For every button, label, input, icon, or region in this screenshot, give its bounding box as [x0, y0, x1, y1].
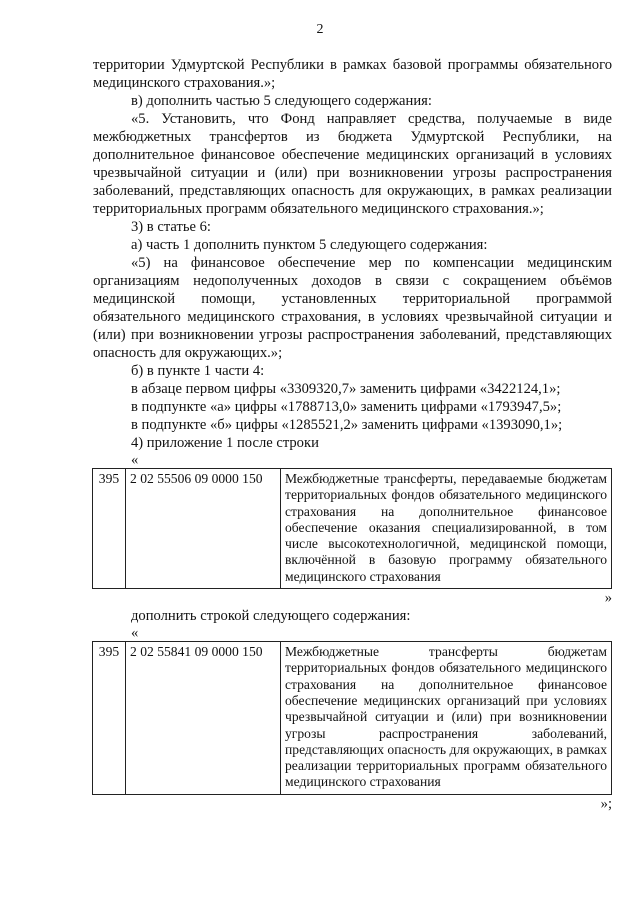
- paragraph-add-row: дополнить строкой следующего содержания:: [131, 608, 411, 625]
- paragraph-point-5: «5) на финансовое обеспечение мер по компенсации медицинским организациям недополученных доходов в связи с сокращением объёмов медицинской помощи, установленных территориальной программой обязательного медицинского страхования, в условиях чрезвычайной ситуации и (или) при возникновении угрозы распространения заболеваний, представляющих опасность для окружающих.»;: [93, 255, 612, 361]
- table-existing-row: [92, 468, 612, 589]
- table-row: [93, 469, 612, 589]
- budget-code: 2 02 55506 09 0000 150: [126, 469, 281, 589]
- budget-code: 2 02 55841 09 0000 150: [126, 642, 281, 795]
- table1-close-quote: »: [604, 590, 612, 607]
- table-row: [93, 642, 612, 795]
- table-new-row: [92, 641, 612, 795]
- paragraph-item-a: а) часть 1 дополнить пунктом 5 следующего содержания:: [131, 237, 488, 253]
- row-number: 395: [93, 642, 126, 795]
- paragraph-item-3: 3) в статье 6:: [131, 219, 211, 235]
- page-number: 2: [316, 22, 324, 37]
- paragraph-subpoint-b: в подпункте «б» цифры «1285521,2» заменить цифрами «1393090,1»;: [131, 417, 563, 433]
- table2-close-quote: »;: [600, 795, 612, 812]
- paragraph-part-5: «5. Установить, что Фонд направляет средства, получаемые в виде межбюджетных трансфертов из бюджета Удмуртской Республики, на дополнительное финансовое обеспечение медицинских организаций в условиях чрезвычайной ситуации и (или) при возникновении угрозы распространения заболеваний, представляющих опасность для окружающих, в рамках реализации территориальных программ обязательного медицинского страхования.»;: [93, 111, 612, 217]
- document-body: [93, 56, 612, 813]
- row-description: Межбюджетные трансферты бюджетам территориальных фондов обязательного медицинского страхования на дополнительное финансовое обеспечение медицинских организаций при условиях чрезвычайной ситуации и (или) при возникновении угрозы распространения заболеваний, представляющих опасность для окружающих, в рамках реализации территориальных программ обязательного медицинского страхования: [281, 642, 612, 795]
- row-number: 395: [93, 469, 126, 589]
- paragraph-abzac-first: в абзаце первом цифры «3309320,7» заменить цифрами «3422124,1»;: [131, 381, 561, 397]
- paragraph-continuation: территории Удмуртской Республики в рамках базовой программы обязательного медицинского страхования.»;: [93, 57, 612, 91]
- paragraph-subpoint-a: в подпункте «а» цифры «1788713,0» заменить цифрами «1793947,5»;: [131, 399, 562, 415]
- table2-open-quote: «: [131, 625, 139, 642]
- paragraph-item-b: б) в пункте 1 части 4:: [131, 363, 265, 379]
- paragraph-item-4: 4) приложение 1 после строки: [131, 435, 319, 451]
- table1-open-quote: «: [131, 452, 139, 468]
- row-description: Межбюджетные трансферты, передаваемые бюджетам территориальных фондов обязательного медицинского страхования на дополнительное финансовое обеспечение оказания специализированной, в том числе высокотехнологичной, медицинской помощи, включённой в базовую программу обязательного медицинского страхования: [281, 469, 612, 589]
- paragraph-item-v: в) дополнить частью 5 следующего содержания:: [131, 93, 432, 109]
